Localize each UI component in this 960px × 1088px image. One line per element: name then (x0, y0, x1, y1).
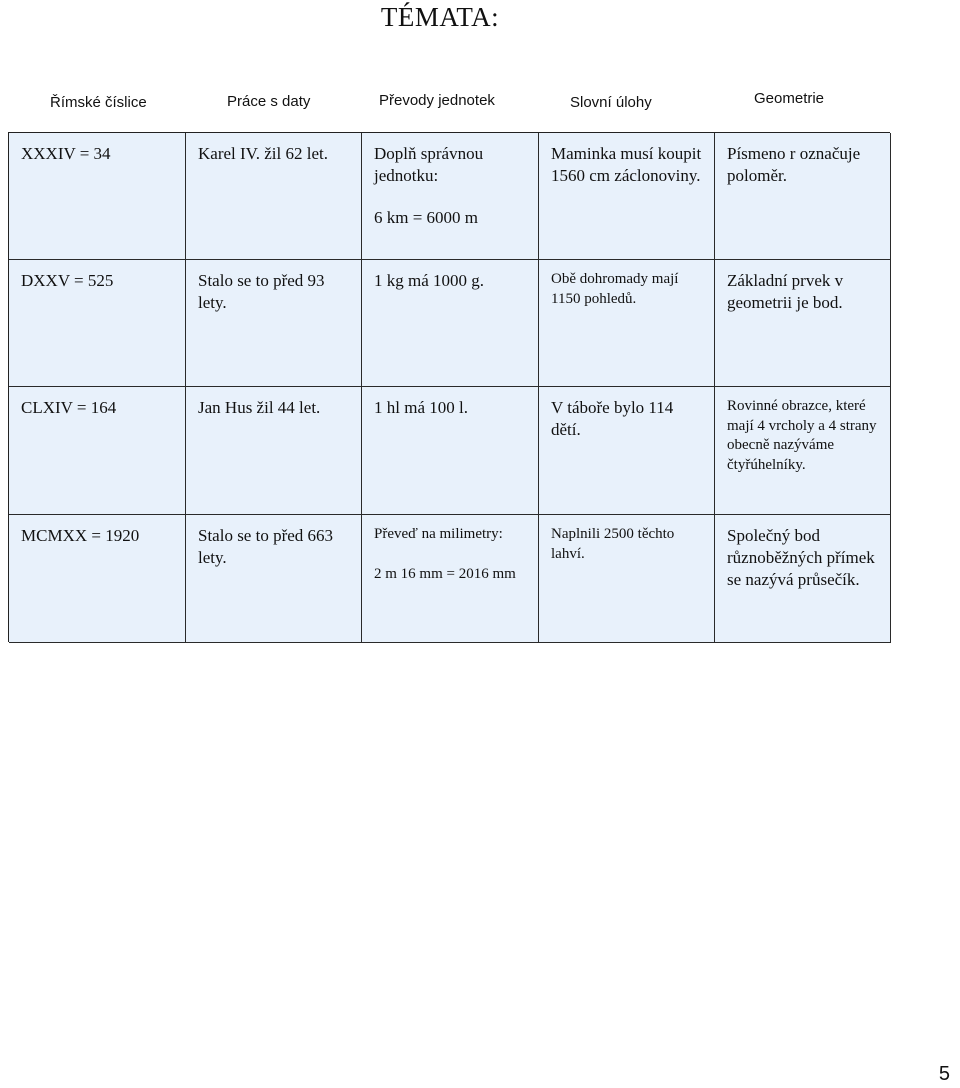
cell-text: Písmeno r označuje poloměr. (727, 144, 861, 186)
cell-roman (9, 133, 186, 260)
cell-units (362, 133, 539, 260)
cell-dates (186, 515, 362, 643)
cell-units (362, 260, 539, 387)
cell-text: Karel IV. žil 62 let. (198, 144, 328, 163)
cell-geometry (715, 515, 891, 643)
cell-word-problem (539, 515, 715, 643)
cell-dates (186, 260, 362, 387)
cell-subtext: 6 km = 6000 m (374, 208, 479, 228)
cell-text: Naplnili 2500 těchto lahví. (551, 526, 675, 562)
cell-geometry (715, 133, 891, 260)
cell-dates (186, 387, 362, 515)
cell-text: Maminka musí koupit 1560 cm záclonoviny. (551, 144, 702, 186)
cell-word-problem (539, 387, 715, 515)
page-title: TÉMATA: (380, 2, 500, 32)
cell-roman (9, 260, 186, 387)
page-number: 5 (938, 1063, 950, 1085)
header-roman-numerals: Římské číslice (50, 94, 147, 111)
cell-text: Jan Hus žil 44 let. (198, 398, 321, 417)
header-geometry: Geometrie (754, 90, 825, 107)
cell-text: XXXIV = 34 (21, 144, 111, 163)
cell-units (362, 387, 539, 515)
cell-geometry (715, 260, 891, 387)
cell-text: Doplň správnou jednotku: (374, 144, 484, 186)
cell-word-problem (539, 260, 715, 387)
cell-units (362, 515, 539, 643)
cell-text: 1 hl má 100 l. (374, 398, 468, 417)
cell-roman (9, 515, 186, 643)
cell-text: Převeď na milimetry: (374, 526, 503, 542)
cell-roman (9, 387, 186, 515)
cell-text: V táboře bylo 114 dětí. (551, 398, 674, 440)
cell-text: 1 kg má 1000 g. (374, 271, 485, 290)
cell-geometry (715, 387, 891, 515)
header-dates: Práce s daty (227, 93, 311, 110)
cell-subtext: 2 m 16 mm = 2016 mm (374, 565, 516, 582)
cell-text: Společný bod různoběžných přímek se nazývá průsečík. (727, 526, 875, 590)
cell-text: Obě dohromady mají 1150 pohledů. (551, 271, 679, 307)
cell-text: CLXIV = 164 (21, 398, 117, 417)
cell-text: MCMXX = 1920 (21, 526, 140, 545)
cell-dates (186, 133, 362, 260)
header-unit-conversions: Převody jednotek (379, 92, 495, 109)
cell-text: DXXV = 525 (21, 271, 114, 290)
cell-text: Základní prvek v geometrii je bod. (727, 271, 844, 313)
cell-word-problem (539, 133, 715, 260)
cell-text: Rovinné obrazce, které mají 4 vrcholy a 4 strany obecně nazýváme čtyřúhelníky. (727, 398, 877, 473)
cell-text: Stalo se to před 93 lety. (198, 271, 325, 313)
cell-text: Stalo se to před 663 lety. (198, 526, 334, 568)
header-word-problems: Slovní úlohy (570, 94, 652, 111)
topics-table (8, 132, 890, 642)
